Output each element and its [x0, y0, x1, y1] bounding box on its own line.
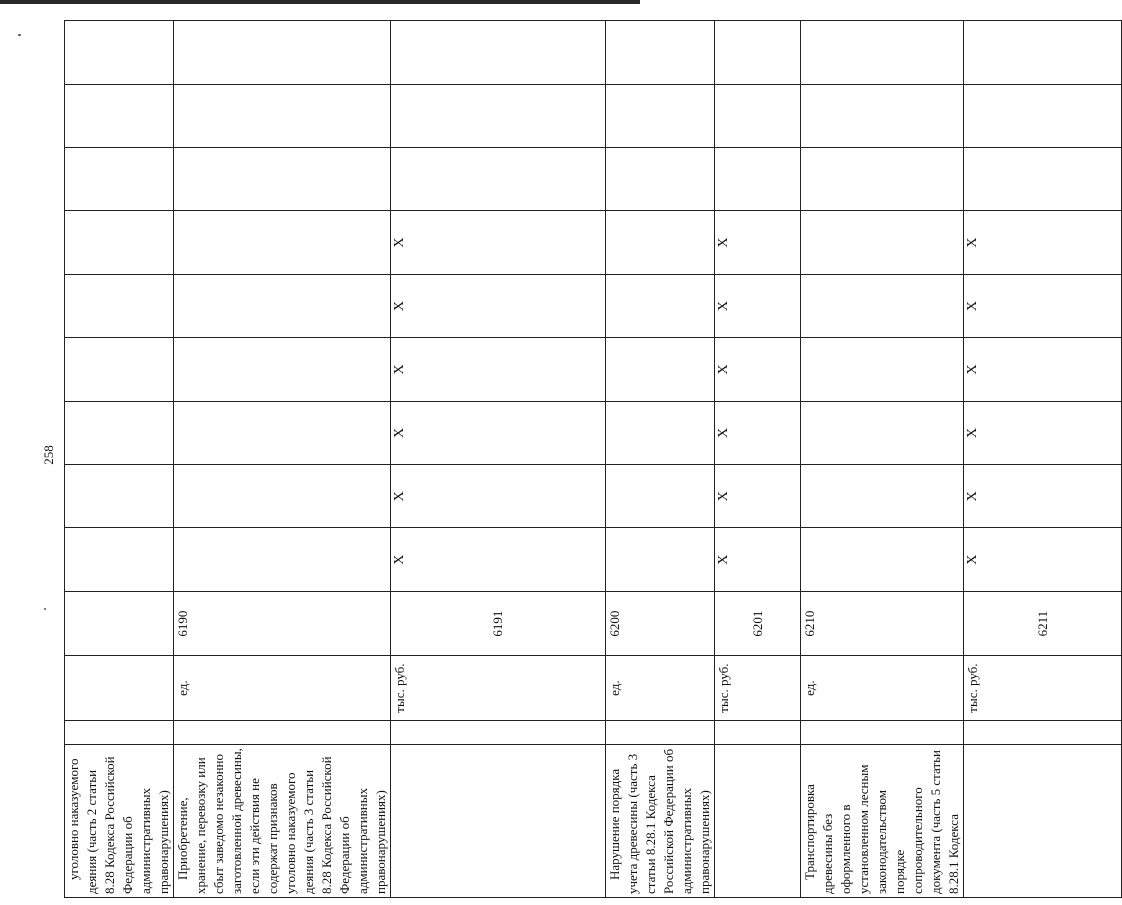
unit-cell: тыс. руб. [391, 656, 606, 720]
data-cell [715, 147, 801, 210]
data-cell [65, 211, 174, 274]
row-code-cell: 6201 [715, 591, 801, 655]
data-cell [174, 274, 391, 337]
row-code-cell [65, 591, 174, 655]
data-cell [65, 21, 174, 85]
spacer-cell [65, 720, 174, 744]
not-applicable-cross: X [391, 465, 606, 528]
not-applicable-cross: X [715, 401, 801, 464]
data-cell [174, 338, 391, 401]
data-cell [801, 211, 964, 274]
page-number: 258 [41, 445, 56, 465]
data-cell [65, 401, 174, 464]
spacer-cell [715, 720, 801, 744]
not-applicable-cross: X [391, 401, 606, 464]
data-cell [391, 147, 606, 210]
data-cell [174, 147, 391, 210]
spacer-cell [964, 720, 1122, 744]
data-cell [964, 147, 1122, 210]
data-cell [174, 528, 391, 591]
scan-edge-line [0, 0, 640, 4]
violation-description: Нарушение порядка учета древесины (часть 3 статьи 8.28.1 Кодекса Российской Федерации об административных правонарушениях) [606, 744, 715, 897]
data-cell [606, 465, 715, 528]
unit-cell: ед. [801, 656, 964, 720]
not-applicable-cross: X [715, 211, 801, 274]
data-cell [606, 528, 715, 591]
data-cell [65, 465, 174, 528]
table-row [174, 21, 391, 898]
not-applicable-cross: X [964, 338, 1122, 401]
data-cell [174, 401, 391, 464]
violation-description: Приобретение, хранение, перевозку или сбыт заведомо незаконно заготовленной древесины, если эти действия не содержат признаков уголовно наказуемого деяния (часть 3 статьи 8.28 Кодекса Российской Федерации об административных правонарушениях) [174, 744, 391, 897]
data-cell [606, 211, 715, 274]
unit-cell [65, 656, 174, 720]
table-row [964, 21, 1122, 898]
data-cell [801, 528, 964, 591]
not-applicable-cross: X [964, 211, 1122, 274]
table-row [65, 21, 174, 898]
data-cell [65, 338, 174, 401]
table-row [391, 21, 606, 898]
data-cell [801, 84, 964, 147]
data-cell [174, 465, 391, 528]
spacer-cell [801, 720, 964, 744]
unit-cell: тыс. руб. [715, 656, 801, 720]
data-cell [801, 147, 964, 210]
data-cell [715, 21, 801, 85]
spacer-cell [174, 720, 391, 744]
scan-speck [18, 34, 21, 36]
data-cell [964, 21, 1122, 85]
data-cell [606, 84, 715, 147]
row-code-cell: 6190 [174, 591, 391, 655]
data-cell [65, 528, 174, 591]
data-cell [606, 21, 715, 85]
scan-speck [44, 608, 46, 610]
not-applicable-cross: X [391, 211, 606, 274]
violation-description: уголовно наказуемого деяния (часть 2 статьи 8.28 Кодекса Российской Федерации об административных правонарушениях) [65, 744, 174, 897]
violation-description [391, 744, 606, 897]
data-cell [606, 401, 715, 464]
data-cell [801, 338, 964, 401]
data-cell [65, 147, 174, 210]
spacer-cell [606, 720, 715, 744]
rotated-table-sheet [64, 18, 1050, 898]
not-applicable-cross: X [715, 338, 801, 401]
data-cell [65, 274, 174, 337]
unit-cell: ед. [174, 656, 391, 720]
data-cell [174, 21, 391, 85]
not-applicable-cross: X [964, 401, 1122, 464]
data-cell [391, 21, 606, 85]
data-cell [606, 147, 715, 210]
spacer-cell [391, 720, 606, 744]
unit-cell: тыс. руб. [964, 656, 1122, 720]
not-applicable-cross: X [715, 465, 801, 528]
not-applicable-cross: X [391, 274, 606, 337]
not-applicable-cross: X [391, 338, 606, 401]
data-cell [964, 84, 1122, 147]
data-cell [801, 21, 964, 85]
violation-description [715, 744, 801, 897]
unit-cell: ед. [606, 656, 715, 720]
row-code-cell: 6200 [606, 591, 715, 655]
violation-description: Транспортировка древесины без оформленного в установленном лесным законодательством порядке сопроводительного документа (часть 5 статьи 8.28.1 Кодекса [801, 744, 964, 897]
not-applicable-cross: X [964, 274, 1122, 337]
not-applicable-cross: X [391, 528, 606, 591]
not-applicable-cross: X [964, 528, 1122, 591]
violation-description [964, 744, 1122, 897]
row-code-cell: 6211 [964, 591, 1122, 655]
data-cell [801, 274, 964, 337]
table-row [606, 21, 715, 898]
data-cell [174, 84, 391, 147]
data-cell [801, 465, 964, 528]
data-cell [715, 84, 801, 147]
statistics-table [64, 20, 1122, 898]
data-cell [606, 338, 715, 401]
not-applicable-cross: X [715, 528, 801, 591]
data-cell [65, 84, 174, 147]
table-row [715, 21, 801, 898]
data-cell [391, 84, 606, 147]
table-row [801, 21, 964, 898]
row-code-cell: 6210 [801, 591, 964, 655]
data-cell [174, 211, 391, 274]
not-applicable-cross: X [964, 465, 1122, 528]
data-cell [606, 274, 715, 337]
data-cell [801, 401, 964, 464]
row-code-cell: 6191 [391, 591, 606, 655]
not-applicable-cross: X [715, 274, 801, 337]
